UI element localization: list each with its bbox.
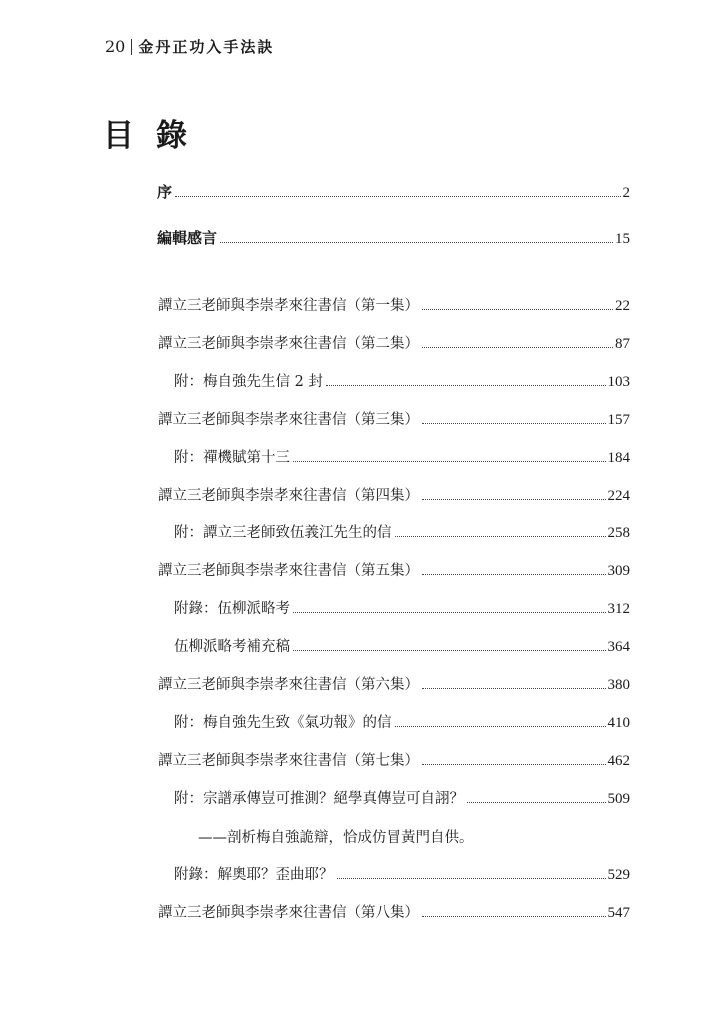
toc-entry[interactable]: [158, 901, 630, 925]
dot-leader: [422, 764, 606, 765]
toc-entry-label: 附：譚立三老師致伍義江先生的信: [174, 525, 392, 541]
toc-entry-page: 312: [607, 601, 630, 617]
toc-entry[interactable]: [158, 408, 630, 432]
toc-entry-label: 附錄：伍柳派略考: [174, 601, 290, 617]
toc-entry-label: 序: [157, 183, 173, 201]
header-divider: [131, 39, 132, 55]
page-title: 目錄: [103, 118, 209, 154]
toc-entry-page: 380: [607, 677, 630, 693]
toc-entry-page: 103: [607, 374, 630, 390]
toc-entry-label: 附錄：解奧耶？歪曲耶？: [174, 867, 334, 883]
toc-entry-page: 410: [607, 715, 630, 731]
dot-leader: [395, 726, 606, 727]
toc-entry-label: 譚立三老師與李崇孝來往書信（第五集）: [158, 563, 419, 579]
toc-entry-page: 224: [607, 488, 630, 504]
toc-entry-page: 462: [607, 753, 630, 769]
toc-entry-label: 編輯感言: [157, 229, 218, 247]
toc-entry[interactable]: [174, 635, 630, 659]
toc-entry[interactable]: [158, 484, 630, 508]
toc-entry[interactable]: [174, 446, 630, 470]
dot-leader: [422, 688, 606, 689]
toc-entry-label: 伍柳派略考補充稿: [174, 639, 290, 655]
toc-entry-page: 22: [615, 298, 630, 314]
toc-entry[interactable]: [174, 597, 630, 621]
running-head: [105, 36, 274, 57]
toc-entry[interactable]: [174, 370, 630, 394]
toc-entry[interactable]: [174, 711, 630, 735]
dot-leader: [422, 309, 613, 310]
dot-leader: [467, 802, 606, 803]
dot-leader: [395, 536, 606, 537]
toc-entry[interactable]: [158, 749, 630, 773]
toc-entry-page: 2: [622, 185, 630, 201]
toc-entry-page: 509: [607, 791, 630, 807]
toc-entry-page: 87: [615, 336, 630, 352]
dot-leader: [326, 385, 606, 386]
page-number: 20: [105, 37, 126, 56]
dot-leader: [293, 612, 606, 613]
toc-entry[interactable]: [158, 332, 630, 356]
dot-leader: [422, 574, 606, 575]
dot-leader: [422, 499, 606, 500]
toc-entry-label: 譚立三老師與李崇孝來往書信（第八集）: [158, 905, 419, 921]
toc-entry-page: 184: [607, 450, 630, 466]
toc-entry-label: 譚立三老師與李崇孝來往書信（第四集）: [158, 488, 419, 504]
toc-entry[interactable]: [158, 559, 630, 583]
toc-entry-label: 譚立三老師與李崇孝來往書信（第二集）: [158, 336, 419, 352]
toc-entry-label: 附：禪機賦第十三: [174, 450, 290, 466]
dot-leader: [422, 916, 606, 917]
toc-entry-label: 譚立三老師與李崇孝來往書信（第六集）: [158, 677, 419, 693]
toc-entry-page: 364: [607, 639, 630, 655]
toc-entry-label: 譚立三老師與李崇孝來往書信（第一集）: [158, 298, 419, 314]
dot-leader: [422, 347, 613, 348]
toc-entry-page: 547: [607, 905, 630, 921]
toc-entry-label: 附：宗譜承傳豈可推測？絕學真傳豈可自詡？: [174, 791, 464, 807]
toc-entry-page: 157: [607, 412, 630, 428]
dot-leader: [422, 423, 606, 424]
toc-entry-label: 譚立三老師與李崇孝來往書信（第七集）: [158, 753, 419, 769]
dot-leader: [220, 242, 613, 243]
toc-entry-page: 529: [607, 867, 630, 883]
toc-entry[interactable]: [174, 521, 630, 545]
toc-entry-subtitle: ——剖析梅自強詭辯，恰成仿冒黃門自供。: [198, 830, 474, 846]
toc-entry[interactable]: [157, 227, 630, 251]
toc-entry[interactable]: [157, 181, 630, 205]
toc-entry[interactable]: [158, 673, 630, 697]
toc-entry[interactable]: [174, 863, 630, 887]
toc-entry[interactable]: [174, 787, 630, 811]
toc-entry-label: 附：梅自強先生致《氣功報》的信: [174, 715, 392, 731]
book-title: 金丹正功入手法訣: [138, 38, 275, 56]
toc-entry-page: 309: [607, 563, 630, 579]
dot-leader: [175, 196, 620, 197]
toc-entry-label: 附：梅自強先生信 2 封: [174, 374, 323, 390]
toc-entry-page: 15: [615, 231, 630, 247]
toc-entry[interactable]: [158, 294, 630, 318]
toc-entry-label: 譚立三老師與李崇孝來往書信（第三集）: [158, 412, 419, 428]
toc-entry-page: 258: [607, 525, 630, 541]
dot-leader: [337, 878, 606, 879]
dot-leader: [293, 461, 606, 462]
dot-leader: [293, 650, 606, 651]
